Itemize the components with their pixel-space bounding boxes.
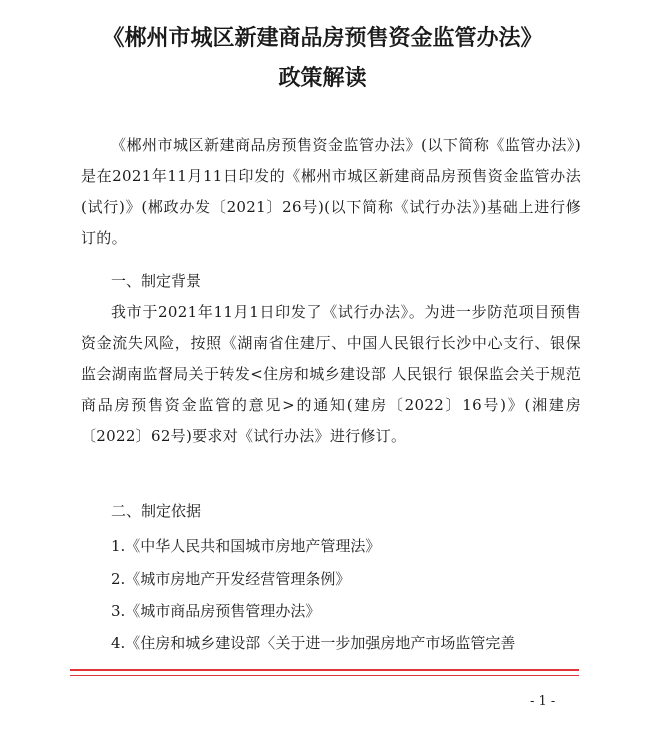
page-number: - 1 - xyxy=(530,694,556,709)
document-subtitle: 政策解读 xyxy=(278,66,367,91)
basis-item-4: 4.《住房和城乡建设部〈关于进一步加强房地产市场监管完善 xyxy=(111,634,516,652)
basis-item-1: 1.《中华人民共和国城市房地产管理法》 xyxy=(111,537,381,555)
footer-rule-thin xyxy=(70,675,579,676)
section1-paragraph: 我市于2021年11月1日印发了《试行办法》。为进一步防范项目预售资金流失风险，按照《湖南省住建厅、中国人民银行长沙中心支行、银保监会湖南监督局关于转发<住房和城乡建设部 人民银行 银保监会关于规范商品房预售资金监管的意见>的通知(建房〔2022〕16号)》(湘建房〔2022〕62号)要求对《试行办法》进行修订。 xyxy=(81,303,581,445)
document-title: 《郴州市城区新建商品房预售资金监管办法》 xyxy=(102,26,543,51)
basis-item-2: 2.《城市房地产开发经营管理条例》 xyxy=(111,570,351,588)
basis-item-3: 3.《城市商品房预售管理办法》 xyxy=(111,602,321,620)
footer-rule-thick xyxy=(70,669,579,671)
section1-heading: 一、制定背景 xyxy=(111,272,202,290)
intro-paragraph: 《郴州市城区新建商品房预售资金监管办法》(以下简称《监管办法》) 是在2021年11月11日印发的《郴州市城区新建商品房预售资金监管办法(试行)》(郴政办发〔2021〕26号)(以下简称《试行办法》)基础上进行修订的。 xyxy=(81,136,581,247)
section2-heading: 二、制定依据 xyxy=(111,502,202,520)
